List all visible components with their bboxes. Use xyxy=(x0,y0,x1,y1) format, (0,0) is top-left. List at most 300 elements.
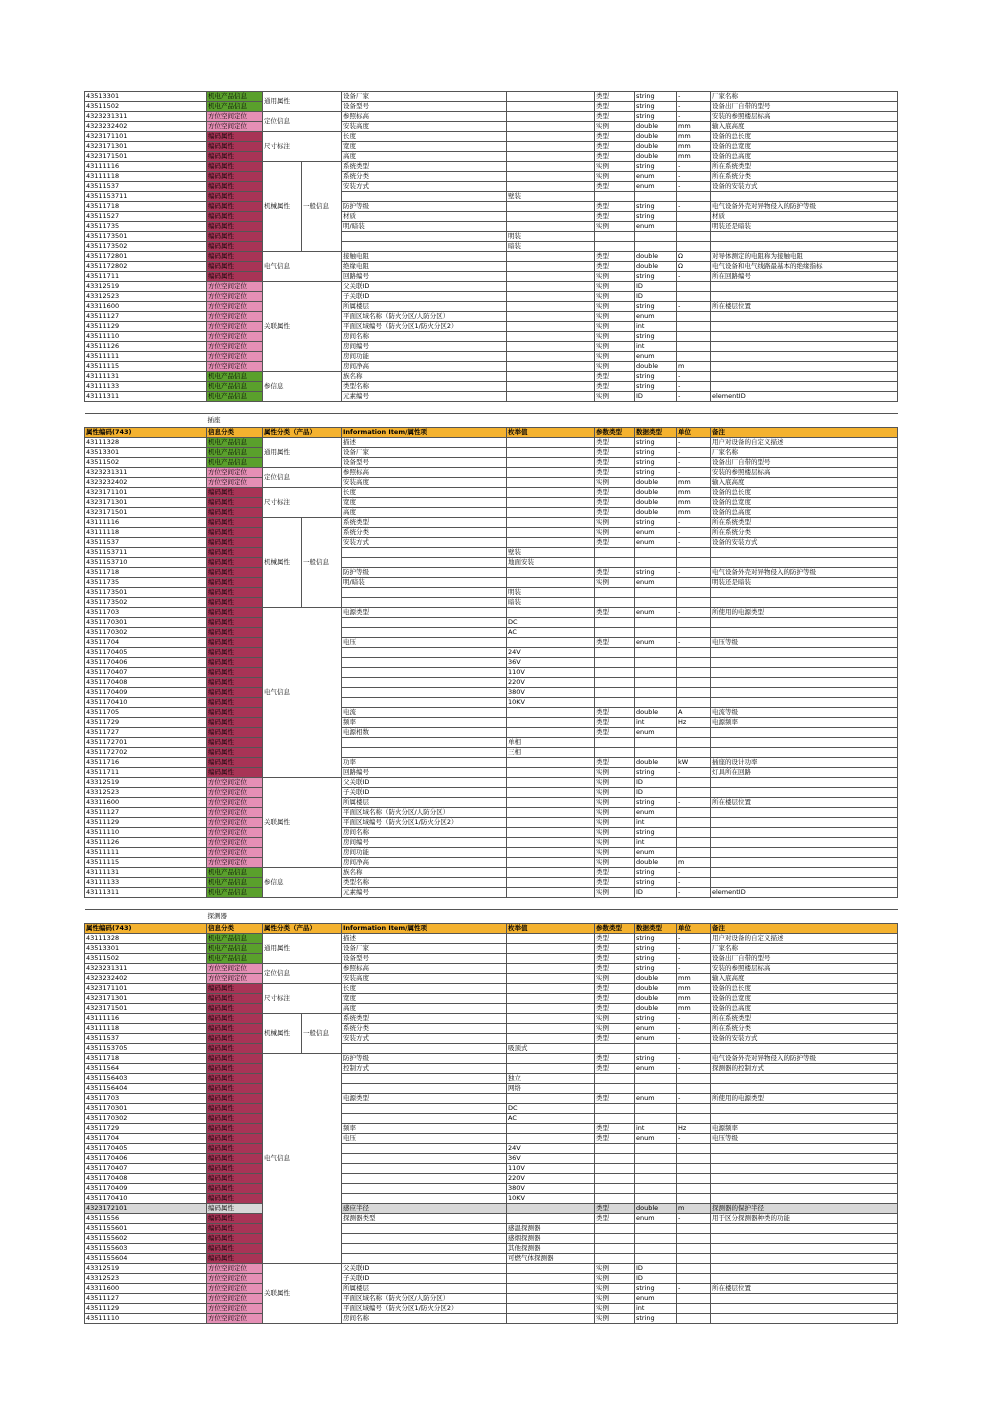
cell-note: 探测器的控制方式 xyxy=(711,1064,898,1074)
cell-unit: - xyxy=(677,888,711,898)
cell-unit xyxy=(677,1184,711,1194)
cell-param: 类型 xyxy=(595,262,635,272)
cell-param: 实例 xyxy=(595,518,635,528)
cell-param: 类型 xyxy=(595,142,635,152)
spacer-cell xyxy=(85,402,898,414)
cell-info-category: 方位空间定位 xyxy=(207,848,263,858)
group-sub-label: 一般信息 xyxy=(302,162,342,252)
cell-note xyxy=(711,362,898,372)
cell-dtype: string xyxy=(635,92,677,102)
cell-unit xyxy=(677,808,711,818)
cell-info-category: 编码属性 xyxy=(207,1204,263,1214)
cell-enum xyxy=(507,1294,595,1304)
cell-enum xyxy=(507,182,595,192)
cell-item xyxy=(342,548,507,558)
section-title: 插座 xyxy=(207,414,898,428)
cell-note: 所在楼层位置 xyxy=(711,798,898,808)
cell-item: 房间净高 xyxy=(342,362,507,372)
cell-param: 实例 xyxy=(595,392,635,402)
cell-unit: mm xyxy=(677,142,711,152)
cell-info-category: 编码属性 xyxy=(207,242,263,252)
cell-unit xyxy=(677,1074,711,1084)
cell-note: 插座的设计功率 xyxy=(711,758,898,768)
table-row xyxy=(85,112,898,122)
cell-enum xyxy=(507,718,595,728)
cell-item: 所属楼层 xyxy=(342,1284,507,1294)
cell-item: 设备厂家 xyxy=(342,448,507,458)
cell-param: 实例 xyxy=(595,362,635,372)
cell-info-category: 编码属性 xyxy=(207,1254,263,1264)
cell-code: 43511110 xyxy=(85,1314,207,1324)
table-row xyxy=(85,994,898,1004)
cell-dtype xyxy=(635,1174,677,1184)
cell-unit xyxy=(677,352,711,362)
cell-enum xyxy=(507,382,595,392)
cell-note xyxy=(711,818,898,828)
cell-enum xyxy=(507,262,595,272)
cell-dtype: double xyxy=(635,858,677,868)
cell-enum: 110V xyxy=(507,1164,595,1174)
cell-dtype xyxy=(635,678,677,688)
cell-info-category: 编码属性 xyxy=(207,1094,263,1104)
cell-info-category: 编码属性 xyxy=(207,668,263,678)
cell-enum xyxy=(507,1094,595,1104)
cell-unit: - xyxy=(677,372,711,382)
cell-code: 43511537 xyxy=(85,538,207,548)
cell-note: 设备的总高度 xyxy=(711,152,898,162)
cell-note xyxy=(711,1294,898,1304)
cell-param xyxy=(595,1234,635,1244)
cell-info-category: 编码属性 xyxy=(207,994,263,1004)
cell-code: 43511537 xyxy=(85,182,207,192)
cell-info-category: 编码属性 xyxy=(207,1034,263,1044)
cell-dtype: enum xyxy=(635,728,677,738)
cell-code: 43511718 xyxy=(85,568,207,578)
cell-item: 安装高度 xyxy=(342,478,507,488)
cell-info-category: 编码属性 xyxy=(207,1224,263,1234)
table-row xyxy=(85,92,898,102)
table-row xyxy=(85,352,898,362)
cell-param xyxy=(595,1104,635,1114)
table-row xyxy=(85,768,898,778)
cell-item xyxy=(342,1254,507,1264)
cell-info-category: 编码属性 xyxy=(207,578,263,588)
cell-param xyxy=(595,1174,635,1184)
cell-enum xyxy=(507,528,595,538)
cell-item: 长度 xyxy=(342,132,507,142)
cell-info-category: 机电产品信息 xyxy=(207,868,263,878)
cell-info-category: 方位空间定位 xyxy=(207,1264,263,1274)
cell-item: 长度 xyxy=(342,488,507,498)
cell-param xyxy=(595,668,635,678)
cell-unit xyxy=(677,1084,711,1094)
cell-dtype: double xyxy=(635,758,677,768)
cell-code: 4351170301 xyxy=(85,1104,207,1114)
cell-note xyxy=(711,1174,898,1184)
cell-code: 4323232402 xyxy=(85,122,207,132)
cell-item xyxy=(342,1104,507,1114)
cell-info-category: 编码属性 xyxy=(207,738,263,748)
cell-item xyxy=(342,192,507,202)
cell-info-category: 方位空间定位 xyxy=(207,964,263,974)
cell-enum xyxy=(507,132,595,142)
cell-code: 43511704 xyxy=(85,1134,207,1144)
cell-item: 房间功能 xyxy=(342,352,507,362)
cell-param xyxy=(595,698,635,708)
cell-unit: - xyxy=(677,878,711,888)
cell-dtype: int xyxy=(635,818,677,828)
cell-item: 电源类型 xyxy=(342,1094,507,1104)
cell-code: 4351170302 xyxy=(85,628,207,638)
cell-item: 宽度 xyxy=(342,498,507,508)
cell-item: 父关联ID xyxy=(342,778,507,788)
cell-enum xyxy=(507,352,595,362)
table-row xyxy=(85,152,898,162)
cell-dtype: enum xyxy=(635,528,677,538)
cell-item: 接触电阻 xyxy=(342,252,507,262)
table-row xyxy=(85,272,898,282)
cell-param xyxy=(595,1044,635,1054)
cell-param: 类型 xyxy=(595,1204,635,1214)
cell-item: 系统类型 xyxy=(342,162,507,172)
table-row xyxy=(85,372,898,382)
table-row xyxy=(85,934,898,944)
table-row xyxy=(85,954,898,964)
cell-note: 设备的总高度 xyxy=(711,508,898,518)
cell-param xyxy=(595,232,635,242)
table-row xyxy=(85,528,898,538)
cell-note xyxy=(711,738,898,748)
cell-dtype: string xyxy=(635,798,677,808)
cell-info-category: 编码属性 xyxy=(207,618,263,628)
cell-item xyxy=(342,698,507,708)
cell-code: 43111118 xyxy=(85,528,207,538)
table-row xyxy=(85,508,898,518)
cell-dtype: ID xyxy=(635,1264,677,1274)
cell-info-category: 机电产品信息 xyxy=(207,944,263,954)
cell-item: 材质 xyxy=(342,212,507,222)
cell-param: 实例 xyxy=(595,808,635,818)
cell-dtype: ID xyxy=(635,888,677,898)
cell-param: 类型 xyxy=(595,608,635,618)
cell-enum: DC xyxy=(507,1104,595,1114)
cell-dtype: int xyxy=(635,1304,677,1314)
cell-unit: - xyxy=(677,538,711,548)
cell-unit: - xyxy=(677,1094,711,1104)
cell-code: 43511711 xyxy=(85,272,207,282)
cell-param: 实例 xyxy=(595,302,635,312)
cell-note: 所使用的电源类型 xyxy=(711,608,898,618)
cell-unit: - xyxy=(677,1014,711,1024)
cell-param: 类型 xyxy=(595,1214,635,1224)
cell-enum xyxy=(507,1064,595,1074)
title-empty-cell xyxy=(85,414,207,428)
cell-dtype xyxy=(635,1224,677,1234)
cell-info-category: 方位空间定位 xyxy=(207,838,263,848)
cell-code: 43511127 xyxy=(85,1294,207,1304)
cell-unit: - xyxy=(677,798,711,808)
cell-unit: - xyxy=(677,182,711,192)
cell-note xyxy=(711,282,898,292)
cell-param xyxy=(595,1114,635,1124)
cell-note xyxy=(711,778,898,788)
cell-unit xyxy=(677,558,711,568)
cell-item: 高度 xyxy=(342,1004,507,1014)
cell-enum: 吸顶式 xyxy=(507,1044,595,1054)
cell-item: 控制方式 xyxy=(342,1064,507,1074)
group-sub-label: 一般信息 xyxy=(302,518,342,608)
cell-info-category: 编码属性 xyxy=(207,1024,263,1034)
cell-code: 43311600 xyxy=(85,302,207,312)
cell-enum: 暗装 xyxy=(507,598,595,608)
cell-item: 回路编号 xyxy=(342,272,507,282)
cell-enum: 感温探测器 xyxy=(507,1224,595,1234)
cell-enum: 24V xyxy=(507,1144,595,1154)
cell-code: 43511110 xyxy=(85,332,207,342)
cell-enum xyxy=(507,252,595,262)
cell-param: 类型 xyxy=(595,568,635,578)
cell-param xyxy=(595,688,635,698)
cell-note: 所使用的电源类型 xyxy=(711,1094,898,1104)
cell-dtype xyxy=(635,668,677,678)
cell-enum: 感烟探测器 xyxy=(507,1234,595,1244)
cell-enum xyxy=(507,608,595,618)
cell-dtype: double xyxy=(635,262,677,272)
cell-code: 4323171501 xyxy=(85,152,207,162)
cell-note xyxy=(711,668,898,678)
cell-enum xyxy=(507,538,595,548)
cell-unit: - xyxy=(677,638,711,648)
cell-code: 4351172701 xyxy=(85,738,207,748)
cell-info-category: 编码属性 xyxy=(207,1074,263,1084)
cell-dtype xyxy=(635,1074,677,1084)
cell-info-category: 方位空间定位 xyxy=(207,282,263,292)
cell-code: 43511718 xyxy=(85,1054,207,1064)
cell-item: 功率 xyxy=(342,758,507,768)
cell-note xyxy=(711,698,898,708)
cell-dtype: enum xyxy=(635,352,677,362)
cell-note: 所在系统分类 xyxy=(711,528,898,538)
cell-unit: - xyxy=(677,392,711,402)
cell-unit: kW xyxy=(677,758,711,768)
cell-param: 类型 xyxy=(595,954,635,964)
cell-item: 描述 xyxy=(342,934,507,944)
cell-note xyxy=(711,628,898,638)
cell-enum: AC xyxy=(507,628,595,638)
header-dtype: 数据类型 xyxy=(635,924,677,934)
cell-item: 系统分类 xyxy=(342,1024,507,1034)
cell-param xyxy=(595,1254,635,1264)
cell-item: 平面区域编号（防火分区1/防火分区2） xyxy=(342,322,507,332)
cell-dtype: enum xyxy=(635,1294,677,1304)
cell-unit: m xyxy=(677,362,711,372)
cell-enum xyxy=(507,828,595,838)
cell-param: 类型 xyxy=(595,1004,635,1014)
cell-unit: - xyxy=(677,528,711,538)
cell-item: 房间名称 xyxy=(342,828,507,838)
table-row xyxy=(85,548,898,558)
cell-dtype: string xyxy=(635,112,677,122)
cell-item xyxy=(342,1194,507,1204)
group-label: 参信息 xyxy=(263,372,342,402)
table-row xyxy=(85,658,898,668)
cell-dtype: string xyxy=(635,1284,677,1294)
cell-note: 材质 xyxy=(711,212,898,222)
table-row xyxy=(85,342,898,352)
table-row xyxy=(85,718,898,728)
cell-enum: 10KV xyxy=(507,1194,595,1204)
cell-note xyxy=(711,838,898,848)
cell-code: 4351156404 xyxy=(85,1084,207,1094)
cell-enum: 36V xyxy=(507,1154,595,1164)
cell-item xyxy=(342,598,507,608)
cell-unit: - xyxy=(677,92,711,102)
cell-unit xyxy=(677,1194,711,1204)
header-note: 备注 xyxy=(711,428,898,438)
cell-note: 电气设备和电气线路最基本的绝缘指标 xyxy=(711,262,898,272)
cell-info-category: 编码属性 xyxy=(207,262,263,272)
cell-note xyxy=(711,312,898,322)
cell-code: 43312519 xyxy=(85,778,207,788)
cell-dtype: string xyxy=(635,518,677,528)
cell-param: 类型 xyxy=(595,212,635,222)
table-row xyxy=(85,438,898,448)
cell-unit xyxy=(677,1314,711,1324)
cell-item: 高度 xyxy=(342,152,507,162)
cell-note: 所在系统类型 xyxy=(711,1014,898,1024)
cell-dtype: int xyxy=(635,322,677,332)
cell-code: 43111116 xyxy=(85,518,207,528)
cell-dtype: string xyxy=(635,568,677,578)
group-label: 尺寸标注 xyxy=(263,984,342,1014)
cell-item: 安装高度 xyxy=(342,122,507,132)
table-row xyxy=(85,1094,898,1104)
group-label: 电气信息 xyxy=(263,252,342,282)
table-row xyxy=(85,738,898,748)
table-row xyxy=(85,1194,898,1204)
cell-info-category: 编码属性 xyxy=(207,1044,263,1054)
cell-info-category: 编码属性 xyxy=(207,518,263,528)
cell-param: 实例 xyxy=(595,282,635,292)
cell-info-category: 方位空间定位 xyxy=(207,1304,263,1314)
cell-unit xyxy=(677,698,711,708)
cell-param: 实例 xyxy=(595,222,635,232)
cell-dtype: string xyxy=(635,102,677,112)
spacer-row xyxy=(85,898,898,910)
cell-unit xyxy=(677,748,711,758)
table-row xyxy=(85,818,898,828)
cell-item xyxy=(342,242,507,252)
cell-dtype: enum xyxy=(635,222,677,232)
cell-code: 43511126 xyxy=(85,838,207,848)
cell-enum: 地面安装 xyxy=(507,558,595,568)
cell-enum xyxy=(507,1124,595,1134)
cell-code: 43111116 xyxy=(85,162,207,172)
cell-dtype: double xyxy=(635,122,677,132)
cell-item: 父关联ID xyxy=(342,282,507,292)
table-row xyxy=(85,488,898,498)
cell-item: 平面区域名称（防火分区/人防分区） xyxy=(342,808,507,818)
cell-item xyxy=(342,628,507,638)
cell-param xyxy=(595,1084,635,1094)
cell-unit xyxy=(677,778,711,788)
cell-enum xyxy=(507,302,595,312)
cell-code: 4351172702 xyxy=(85,748,207,758)
cell-info-category: 方位空间定位 xyxy=(207,302,263,312)
cell-note xyxy=(711,858,898,868)
cell-item: 元素编号 xyxy=(342,392,507,402)
cell-code: 4351170407 xyxy=(85,668,207,678)
cell-item: 所属楼层 xyxy=(342,302,507,312)
cell-code: 4351170301 xyxy=(85,618,207,628)
table-row xyxy=(85,142,898,152)
cell-param: 类型 xyxy=(595,1094,635,1104)
cell-dtype: enum xyxy=(635,312,677,322)
cell-code: 4351170302 xyxy=(85,1114,207,1124)
cell-unit: mm xyxy=(677,122,711,132)
table-row xyxy=(85,878,898,888)
cell-unit: m xyxy=(677,1204,711,1214)
cell-enum: 10KV xyxy=(507,698,595,708)
table-row xyxy=(85,1264,898,1274)
cell-item: 参照标高 xyxy=(342,964,507,974)
cell-info-category: 方位空间定位 xyxy=(207,332,263,342)
cell-note xyxy=(711,548,898,558)
cell-note: 对导体测定的电阻称为接触电阻 xyxy=(711,252,898,262)
cell-dtype: int xyxy=(635,718,677,728)
cell-dtype: double xyxy=(635,984,677,994)
cell-item: 族名称 xyxy=(342,372,507,382)
table-row xyxy=(85,468,898,478)
cell-dtype: double xyxy=(635,252,677,262)
cell-info-category: 方位空间定位 xyxy=(207,352,263,362)
cell-unit: Hz xyxy=(677,1124,711,1134)
cell-enum: 三相 xyxy=(507,748,595,758)
cell-item: 电压 xyxy=(342,1134,507,1144)
cell-note: 明装还是暗装 xyxy=(711,222,898,232)
cell-code: 43511564 xyxy=(85,1064,207,1074)
cell-param: 实例 xyxy=(595,848,635,858)
cell-info-category: 编码属性 xyxy=(207,1124,263,1134)
table-row xyxy=(85,558,898,568)
cell-enum: 壁装 xyxy=(507,548,595,558)
header-code: 属性编码(743) xyxy=(85,428,207,438)
table-row xyxy=(85,838,898,848)
table-row xyxy=(85,252,898,262)
cell-code: 43511129 xyxy=(85,818,207,828)
cell-info-category: 方位空间定位 xyxy=(207,798,263,808)
cell-param xyxy=(595,548,635,558)
cell-unit xyxy=(677,728,711,738)
cell-info-category: 方位空间定位 xyxy=(207,1274,263,1284)
cell-info-category: 编码属性 xyxy=(207,1134,263,1144)
cell-enum: 独立 xyxy=(507,1074,595,1084)
cell-param: 实例 xyxy=(595,352,635,362)
cell-item: 设备型号 xyxy=(342,954,507,964)
cell-item xyxy=(342,588,507,598)
cell-param: 实例 xyxy=(595,272,635,282)
table-row xyxy=(85,628,898,638)
cell-note xyxy=(711,868,898,878)
cell-info-category: 编码属性 xyxy=(207,182,263,192)
cell-unit: - xyxy=(677,448,711,458)
cell-info-category: 编码属性 xyxy=(207,252,263,262)
cell-dtype: enum xyxy=(635,1034,677,1044)
cell-note: 设备的总长度 xyxy=(711,132,898,142)
cell-code: 43511127 xyxy=(85,312,207,322)
cell-dtype: double xyxy=(635,498,677,508)
cell-item xyxy=(342,658,507,668)
